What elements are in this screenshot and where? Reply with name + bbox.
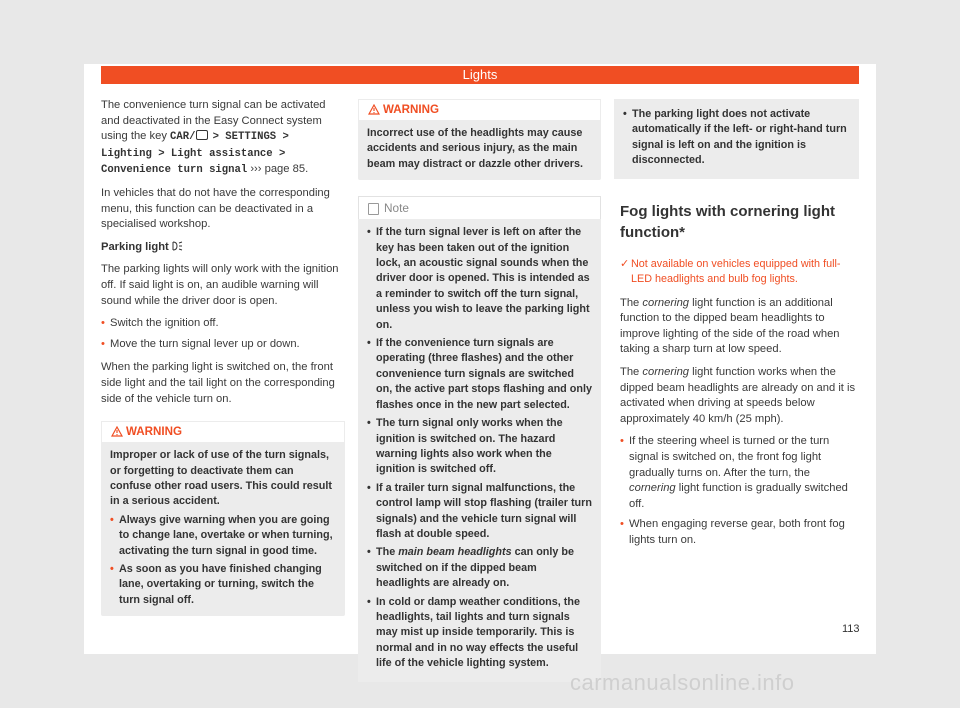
- body-paragraph: The cornering light function is an additional function to the dipped beam headlights to improve lighting of the side of the road when taking a sharp turn at low speed.: [620, 296, 840, 356]
- menu-key-icon: [196, 130, 208, 140]
- note-bullet: • If the convenience turn signals are operating (three flashes) and the other convenience turn signals are switched on, the active part stops flashing and only flashes once in the new part selected.: [367, 337, 592, 411]
- page-number: 113: [842, 623, 860, 635]
- warning-header: WARNING: [101, 421, 345, 442]
- note-bullet: • The main beam headlights can only be switched on if the dipped beam headlights are already on.: [367, 546, 575, 590]
- car-key-icon: CAR: [170, 131, 190, 144]
- parking-result-text: When the parking light is switched on, the front side light and the tail light on the corresponding side of the vehicle turn on.: [101, 361, 335, 405]
- warning-box: [101, 421, 345, 616]
- step-item: • Move the turn signal lever up or down.: [101, 337, 300, 350]
- warning-header: WARNING: [358, 99, 601, 120]
- body-paragraph: The cornering light function works when the dipped beam headlights are already on and it is activated when driving at speeds below approximately 40 km/h (25 mph).: [620, 366, 856, 425]
- note-box: [358, 196, 601, 681]
- body-bullet: • When engaging reverse gear, both front fog lights turn on.: [620, 518, 845, 546]
- step-item: • Switch the ignition off.: [101, 317, 219, 330]
- warning-body: Incorrect use of the headlights may cause accidents and serious injury, as the main beam may distract or dazzle other drivers.: [367, 127, 584, 170]
- warning-bullet: • As soon as you have finished changing lane, overtaking or turning, switch the turn signal off.: [110, 562, 322, 606]
- check-icon: ✓: [620, 257, 630, 270]
- warning-body: Improper or lack of use of the turn signals, or forgetting to deactivate them can confuse other road users. This could result in a serious accident. • Always give warning when you are going to change lane, overtake or when turning, activating the turn signal in good time. • As soon as you have finished changing lane, overtaking or turning, switch the turn signal off.: [101, 442, 345, 616]
- note-bullet: • If a trailer turn signal malfunctions, the control lamp will stop flashing (trailer turn signals) and the vehicle turn signal will flash at double speed.: [367, 481, 592, 540]
- menu-path: > SETTINGS > Lighting > Light assistance > Convenience turn signal: [101, 131, 289, 177]
- page-reference-link[interactable]: ››› page 85: [250, 163, 306, 176]
- column-1: [101, 98, 345, 616]
- note-body: [358, 219, 601, 681]
- warning-box: [358, 99, 601, 180]
- note-bullet: • The turn signal only works when the ignition is switched on. The hazard warning lights also work when the ignition is switched off.: [367, 417, 563, 476]
- warning-triangle-icon: [368, 104, 380, 115]
- column-3: [614, 99, 859, 554]
- parking-light-heading: Parking light: [101, 240, 345, 256]
- note-header: Note: [358, 196, 601, 219]
- intro-paragraph-2: In vehicles that do not have the corresponding menu, this function can be deactivated in a specialised workshop.: [101, 186, 330, 231]
- note-continuation-box: [614, 99, 859, 179]
- column-2: [358, 99, 601, 682]
- note-bullet: • In cold or damp weather conditions, the headlights, tail lights and turn signals may mist up inside temporarily. This is normal and in no way effects the useful life of the vehicle lighting system.: [367, 595, 580, 670]
- note-icon: [368, 203, 379, 215]
- body-bullet: • If the steering wheel is turned or the turn signal is switched on, the front fog light gradually turns on. After the turn, the cornering light function is gradually switched off.: [620, 435, 848, 510]
- note-bullet: • If the turn signal lever is left on after the key has been taken out of the ignition lock, an acoustic signal sounds when the driver door is opened. This is intended as a reminder to switch off the turn signal, unless you wish to leave the parking light on.: [367, 226, 590, 331]
- section-heading: Fog lights with cornering light function*: [620, 202, 835, 241]
- warning-triangle-icon: [111, 426, 123, 437]
- watermark: carmanualsonline.info: [570, 670, 795, 695]
- parking-light-icon: [172, 241, 183, 251]
- note-bullet: • The parking light does not activate automatically if the left- or right-hand turn signal is left on and the ignition is disconnected.: [623, 108, 847, 167]
- availability-note: ✓ Not available on vehicles equipped with full-LED headlights and bulb fog lights.: [620, 257, 841, 285]
- warning-bullet: • Always give warning when you are going to change lane, overtake or when turning, activating the turn signal in good time.: [110, 513, 333, 557]
- intro-paragraph: The convenience turn signal can be activated and deactivated in the Easy Connect system using the key CAR/ > SETTINGS > Lighting > Light assistance > Convenience turn signal ››› page 85.: [101, 99, 326, 177]
- parking-light-text: The parking lights will only work with the ignition off. If said light is on, an audible warning will sound while the driver door is open.: [101, 263, 339, 307]
- section-header: Lights: [101, 66, 859, 84]
